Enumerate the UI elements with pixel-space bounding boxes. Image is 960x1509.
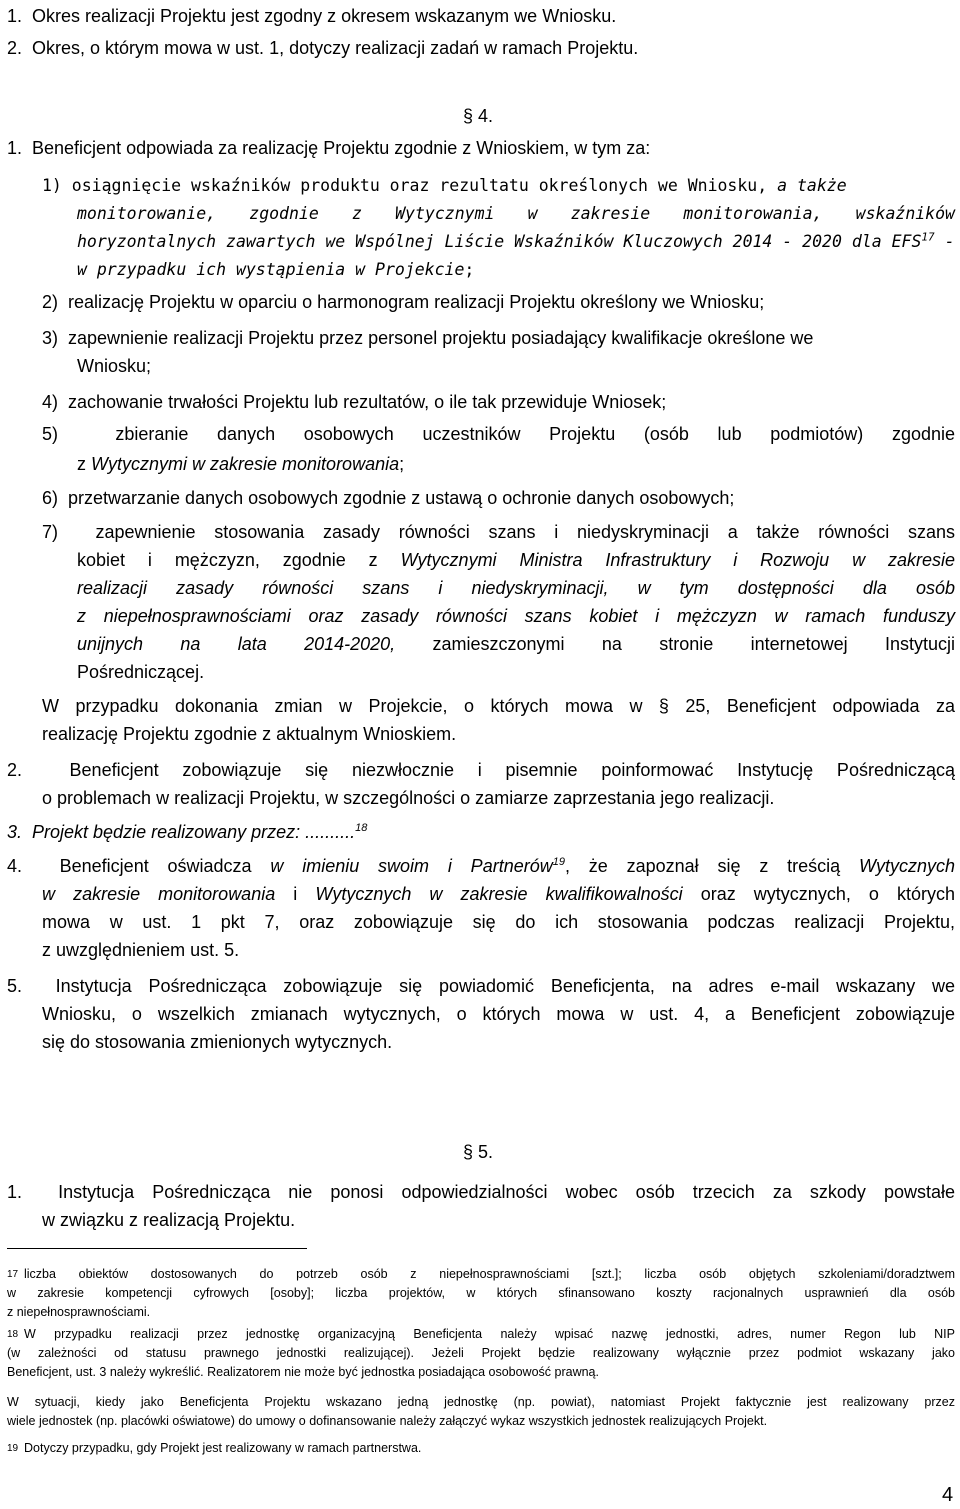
footnote-17-line-1: liczba obiektów dostosowanych do potrzeb osób z niepełnosprawnościami [szt.]; liczba osób objętych szkoleniami/doradztwem <box>24 1267 955 1281</box>
sec4-para-1-intro: 1. Beneficjent odpowiada za realizację Projektu zgodnie z Wnioskiem, w tym za: <box>7 138 651 158</box>
list-item-1-line-4: w przypadku ich wystąpienia w Projekcie; <box>77 260 475 279</box>
footnote-number-18: 18 <box>7 1329 19 1340</box>
sec4-para-5-line-2: Wniosku, o wszelkich zmianach wytycznych, o których mowa w ust. 4, a Beneficjent zobowiązuje <box>42 1004 955 1024</box>
list-item-2: 2) realizację Projektu w oparciu o harmonogram realizacji Projektu określony we Wniosku; <box>42 292 765 312</box>
sec4-para-4-line-1: 4. Beneficjent oświadcza w imieniu swoim i Partnerów$^{19}$, że zapoznał się z treścią Wytycznych <box>7 856 955 876</box>
list-item-5-line-2: z Wytycznymi w zakresie monitorowania; <box>77 454 405 474</box>
list-item-4: 4) zachowanie trwałości Projektu lub rezultatów, o ile tak przewiduje Wniosek; <box>42 392 667 412</box>
sec4-para-1-after-line-2: realizację Projektu zgodnie z aktualnym Wnioskiem. <box>42 724 457 744</box>
footnote-ref-17: 17 <box>921 230 935 244</box>
list-item-7-line-1: 7) zapewnienie stosowania zasady równości szans i niedyskryminacji a także równości szans <box>42 522 955 542</box>
footnote-18-line-5: wiele jednostek (np. placówki oświatowe) do umowy o dofinansowanie należy załączyć wykaz wszystkich jednostek realizujących Projekt. <box>7 1414 768 1428</box>
sec4-para-4-line-2: w zakresie monitorowania i Wytycznych w zakresie kwalifikowalności oraz wytycznych, o których <box>42 884 955 904</box>
section-heading: § 4. <box>463 106 494 126</box>
footnote-18-line-1: W przypadku realizacji przez jednostkę organizacyjną Beneficjenta należy wpisać nazwę jednostki, adres, numer Regon lub NIP <box>24 1327 955 1341</box>
footnote-number-19: 19 <box>7 1443 19 1454</box>
footnote-18-line-2: (w zależności od statusu prawnego jednostki realizującej). Jeżeli Projekt będzie realizowany wyłącznie przez podmiot wskazany jako <box>7 1346 955 1360</box>
footnote-19-line-1: Dotyczy przypadku, gdy Projekt jest realizowany w ramach partnerstwa. <box>24 1441 422 1455</box>
list-item-7-line-3: realizacji zasady równości szans i niedyskryminacji, w tym dostępności dla osób <box>77 578 955 598</box>
sec4-para-4-line-4: z uwzględnieniem ust. 5. <box>42 940 240 960</box>
sec3-para-2: 2. Okres, o którym mowa w ust. 1, dotyczy realizacji zadań w ramach Projektu. <box>7 38 639 58</box>
list-item-7-line-4: z niepełnosprawnościami oraz zasady równości szans kobiet i mężczyzn w ramach funduszy <box>77 606 955 626</box>
list-item-3-line-1: 3) zapewnienie realizacji Projektu przez personel projektu posiadający kwalifikacje określone we <box>42 328 814 348</box>
sec4-para-4-line-3: mowa w ust. 1 pkt 7, oraz zobowiązuje się do ich stosowania podczas realizacji Projektu, <box>42 912 955 932</box>
list-item-3-line-2: Wniosku; <box>77 356 152 376</box>
footnote-17-line-2: w zakresie kompetencji cyfrowych [osoby]; liczba projektów, w których sfinansowano koszty racjonalnych usprawnień dla osób <box>7 1286 955 1300</box>
footnote-separator <box>7 1248 307 1249</box>
sec3-para-1: 1. Okres realizacji Projektu jest zgodny z okresem wskazanym we Wniosku. <box>7 6 617 26</box>
list-item-7-line-2: kobiet i mężczyzn, zgodnie z Wytycznymi Ministra Infrastruktury i Rozwoju w zakresie <box>77 550 955 570</box>
list-item-1-line-1: 1) osiągnięcie wskaźników produktu oraz rezultatu określonych we Wniosku, a także <box>42 176 847 195</box>
section-heading: § 5. <box>463 1142 494 1162</box>
footnote-17-line-3: z niepełnosprawnościami. <box>7 1305 151 1319</box>
list-item-7-line-6: Pośredniczącej. <box>77 662 205 682</box>
footnote-ref-18: 18 <box>355 822 368 834</box>
sec4-para-5-line-1: 5. Instytucja Pośrednicząca zobowiązuje się powiadomić Beneficjenta, na adres e-mail wskazany we <box>7 976 955 996</box>
footnote-18-line-3: Beneficjent, ust. 3 należy wykreślić. Realizatorem nie może być jednostka posiadająca osobowość prawną. <box>7 1365 599 1379</box>
list-item-1-line-3: horyzontalnych zawartych we Wspólnej Liście Wskaźników Kluczowych 2014 - 2020 dla EFS$^{17}$ - <box>77 230 955 251</box>
sec5-para-1-line-1: 1. Instytucja Pośrednicząca nie ponosi odpowiedzialności wobec osób trzecich za szkody powstałe <box>7 1182 955 1202</box>
sec4-para-3: 3. Projekt będzie realizowany przez: ..........$^{18}$ <box>7 822 368 842</box>
list-item-7-line-5: unijnych na lata 2014-2020, zamieszczonymi na stronie internetowej Instytucji <box>77 634 955 654</box>
footnote-18-line-4: W sytuacji, kiedy jako Beneficjenta Projektu wskazano jedną jednostkę (np. powiat), natomiast Projekt faktycznie jest realizowany przez <box>7 1395 955 1409</box>
page-number: 4 <box>942 1484 954 1506</box>
sec4-para-1-after-line-1: W przypadku dokonania zmian w Projekcie, o których mowa w § 25, Beneficjent odpowiada za <box>42 696 955 716</box>
sec4-para-2-line-1: 2. Beneficjent zobowiązuje się niezwłocznie i pisemnie poinformować Instytucję Pośredniczącą <box>7 760 955 780</box>
sec5-para-1-line-2: w związku z realizacją Projektu. <box>42 1210 296 1230</box>
footnote-number-17: 17 <box>7 1269 19 1280</box>
footnote-ref-19: 19 <box>552 856 565 868</box>
sec4-para-5-line-3: się do stosowania zmienionych wytycznych. <box>42 1032 393 1052</box>
sec4-para-2-line-2: o problemach w realizacji Projektu, w szczególności o zamiarze zaprzestania jego realizacji. <box>42 788 775 808</box>
list-item-5-line-1: 5) zbieranie danych osobowych uczestników Projektu (osób lub podmiotów) zgodnie <box>42 424 955 444</box>
list-item-1-line-2: monitorowanie, zgodnie z Wytycznymi w zakresie monitorowania, wskaźników <box>77 204 955 223</box>
list-item-6: 6) przetwarzanie danych osobowych zgodnie z ustawą o ochronie danych osobowych; <box>42 488 735 508</box>
